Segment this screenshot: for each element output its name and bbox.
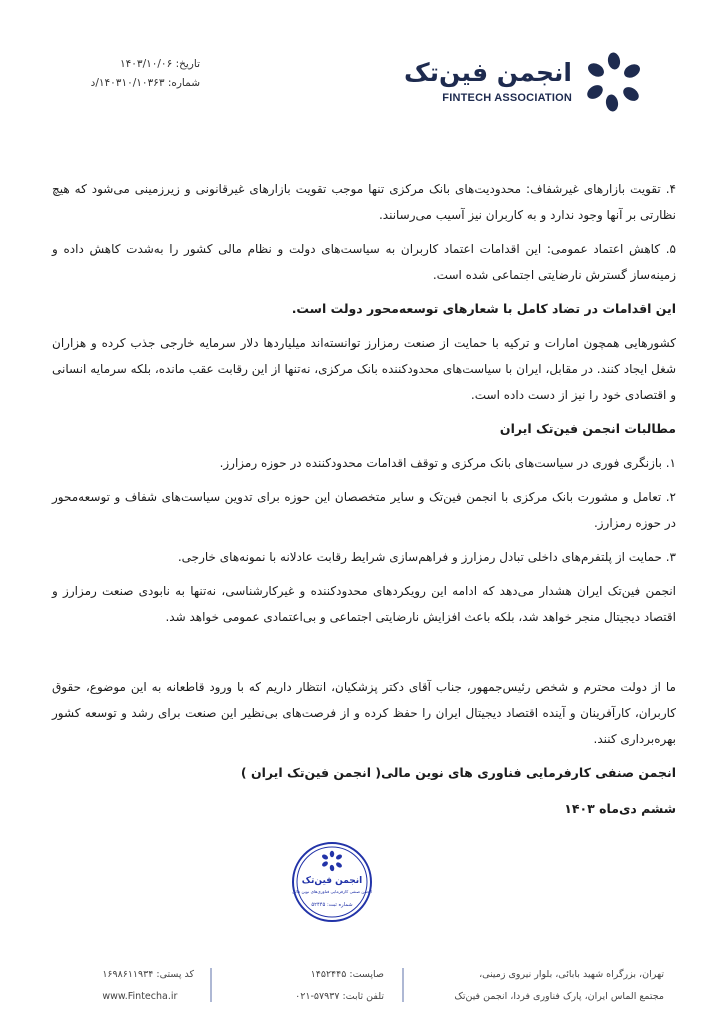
- number-label: شماره:: [167, 77, 200, 89]
- signature-organization: انجمن صنفی کارفرمایی فناوری های نوین مالی( انجمن فین‌تک ایران ): [240, 765, 676, 780]
- number-row: [60, 74, 200, 93]
- footer-phone: تلفن ثابت: ۵۷۹۳۷-۰۲۱: [295, 991, 384, 1002]
- footer-divider: [402, 968, 404, 1002]
- fintech-logo-icon: [584, 52, 644, 112]
- stamp-registration: شماره ثبت: ۵۲۴۴۵: [311, 902, 353, 908]
- spacer: [52, 638, 676, 674]
- date-label: تاریخ:: [175, 58, 200, 70]
- footer-website-link[interactable]: www.Fintecha.ir: [102, 991, 178, 1002]
- footer-address-line-2: مجتمع الماس ایران، پارک فناوری فردا، انجمن فین‌تک: [454, 991, 664, 1002]
- footer-po-box: صاپست: ۱۴۵۲۴۴۵: [310, 969, 384, 980]
- date-row: [60, 55, 200, 74]
- paragraph-request: ما از دولت محترم و شخص رئیس‌جمهور، جناب آقای دکتر پزشکیان، انتظار داریم که با ورود قاطعانه به این موضوع، حقوق کاربران، کارآفرینان و آینده اقتصاد دیجیتال ایران را حفظ کرده و از فرصت‌های بی‌نظیر این صنعت برای رشد و توسعه کشور بهره‌برداری کنند.: [52, 680, 676, 746]
- letter-meta: [60, 55, 200, 93]
- footer-address: [454, 964, 664, 1008]
- paragraph-comparison: کشورهایی همچون امارات و ترکیه با حمایت از صنعت رمزارز توانسته‌اند میلیاردها دلار سرمایه خارجی جذب کرده و هزاران شغل ایجاد کنند. در مقابل، ایران با سیاست‌های محدودکننده بانک مرکزی، نه‌تنها از این رقابت عقب مانده، بلکه سرمایه انسانی و اقتصادی خود را نیز از دست داده است.: [52, 336, 676, 402]
- letter-body: [52, 176, 676, 832]
- paragraph-warning: انجمن فین‌تک ایران هشدار می‌دهد که ادامه این رویکردهای محدودکننده و غیرکارشناسی، نه‌تنها به نابودی صنعت رمزارز و اقتصاد دیجیتال منجر خواهد شد، بلکه باعث افزایش نارضایتی اجتماعی و بی‌اعتمادی عمومی خواهد شد.: [52, 584, 676, 624]
- paragraph-public-trust: ۵. کاهش اعتماد عمومی: این اقدامات اعتماد کاربران به سیاست‌های دولت و نظام مالی کشور را به‌شدت کاهش داده و زمینه‌ساز گسترش نارضایتی اجتماعی شده است.: [52, 242, 676, 282]
- logo-persian-name: انجمن فین‌تک: [404, 58, 572, 87]
- letter-footer: [60, 958, 664, 1008]
- association-stamp: [290, 840, 374, 924]
- number-value: ۱۴۰۳۱۰/۱۰۳۶۳/د: [90, 77, 165, 89]
- heading-contradiction: این اقدامات در تضاد کامل با شعارهای توسعه‌محور دولت است.: [291, 301, 676, 316]
- stamp-subtitle: انجمن صنفی کارفرمایی فناوری‌های نوین مالی: [291, 889, 373, 894]
- footer-contact: [295, 964, 384, 1008]
- paragraph-opaque-markets: ۴. تقویت بازارهای غیرشفاف: محدودیت‌های بانک مرکزی تنها موجب تقویت بازارهای غیرقانونی و زیرزمینی می‌شود که هیچ نظارتی بر آنها وجود ندارد و به کاربران نیز آسیب می‌رسانند.: [52, 182, 676, 222]
- heading-demands: مطالبات انجمن فین‌تک ایران: [499, 421, 676, 436]
- demand-item-1: ۱. بازنگری فوری در سیاست‌های بانک مرکزی و توقف اقدامات محدودکننده در حوزه رمزارز.: [219, 456, 676, 470]
- date-value: ۱۴۰۳/۱۰/۰۶: [120, 58, 173, 70]
- demand-item-2: ۲. تعامل و مشورت بانک مرکزی با انجمن فین‌تک و سایر متخصصان این حوزه برای تدوین سیاست‌های شفاف و توسعه‌محور در حوزه رمزارز.: [52, 490, 676, 530]
- signature-date: ششم دی‌ماه ۱۴۰۳: [564, 801, 676, 816]
- stamp-title: انجمن فین‌تک: [301, 876, 363, 886]
- demand-item-3: ۳. حمایت از پلتفرم‌های داخلی تبادل رمزارز و فراهم‌سازی شرایط رقابت عادلانه با نمونه‌های خارجی.: [177, 550, 676, 564]
- logo-english-name: FINTECH ASSOCIATION: [442, 92, 572, 104]
- footer-address-line-1: تهران، بزرگراه شهید بابائی، بلوار نیروی زمینی،: [479, 969, 664, 980]
- footer-postal: [102, 964, 194, 1008]
- footer-divider: [210, 968, 212, 1002]
- footer-postal-code: کد پستی: ۱۶۹۸۶۱۱۹۳۴: [102, 969, 194, 980]
- association-logo: [404, 52, 644, 112]
